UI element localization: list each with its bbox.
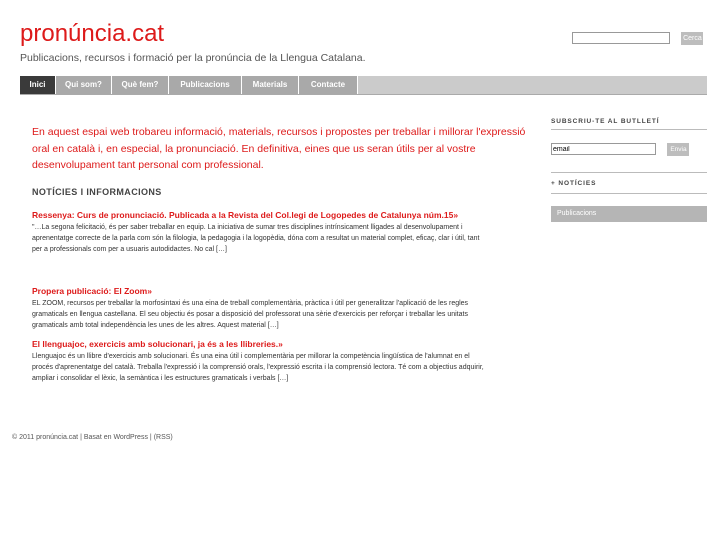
site-description: Publicacions, recursos i formació per la pronúncia de la Llengua Catalana. — [20, 52, 366, 64]
news-post — [32, 210, 490, 255]
post-title — [32, 286, 490, 297]
post-excerpt: Llenguajoc és un llibre d'exercicis amb solucionari. És una eina útil i complementària per millorar la competència lingüística de l'alumnat en el procés d'aprenentatge del català. Treballa l'expressió i la comprensió orals, l'expressió escrita i la comprensió lectora. Té com a objectius adquirir, ampliar i consolidar el lèxic, la semàntica i les estructures gramaticals i verbals […] — [32, 353, 484, 382]
footer — [12, 434, 173, 441]
post-title — [32, 339, 490, 350]
post-excerpt: "…La segona felicitació, és per saber treballar en equip. La iniciativa de sumar tres disciplines intrínsicament lligades al desenvolupament i aprenentatge correcte de la parla com són la filologia, la pedagogia i la logopèdia, dóna com a resultat un material complet, eficaç, clar i útil, tant per a professionals com per a usuaris autodidactes. No cal […] — [32, 224, 480, 253]
search-button[interactable]: Cerca — [681, 32, 703, 45]
nav-item-inici[interactable]: Inici — [20, 76, 56, 94]
main-nav — [20, 76, 707, 95]
post-excerpt: EL ZOOM, recursos per treballar la morfosintaxi és una eina de treball complementària, pràctica i útil per generalitzar l'aplicació de les regles gramaticals en llengua castellana. El seu objectiu és posar a disposició del professorat una sèrie d'exercicis per reforçar i treballar les unitats gramaticals amb total independència les unes de les altres. Aquest material […] — [32, 300, 469, 329]
nav-item-publicacions[interactable]: Publicacions — [169, 76, 242, 94]
nav-item-qui-som[interactable]: Qui som? — [56, 76, 112, 94]
post-title-link[interactable]: Ressenya: Curs de pronunciació. Publicada a la Revista del Col.legi de Logopedes de Catalunya núm.15» — [32, 210, 459, 220]
footer-separator: | — [80, 434, 82, 441]
search-input[interactable] — [572, 32, 670, 44]
footer-rss-link[interactable]: (RSS) — [153, 434, 173, 441]
nav-item-que-fem[interactable]: Què fem? — [112, 76, 169, 94]
intro-text: En aquest espai web trobareu informació, materials, recursos i propostes per treballar i millorar l'expressió oral en català i, en especial, la pronunciació. En definitiva, eines que us seran útils per al vostre desenvolupament tant personal com professional. — [32, 126, 526, 171]
news-post — [32, 286, 490, 331]
post-title — [32, 210, 490, 221]
sidebar-divider — [551, 129, 707, 130]
email-input[interactable] — [551, 143, 656, 155]
newsletter-heading: SUBSCRIU-TE AL BUTLLETÍ — [551, 118, 660, 125]
post-title-link[interactable]: Propera publicació: El Zoom» — [32, 286, 152, 296]
post-title-link[interactable]: El llenguajoc, exercicis amb solucionari, ja és a les llibreries.» — [32, 339, 283, 349]
news-section-heading: NOTÍCIES I INFORMACIONS — [32, 187, 162, 197]
nav-item-materials[interactable]: Materials — [242, 76, 299, 94]
site-title-link[interactable]: pronúncia.cat — [20, 20, 165, 47]
footer-wordpress-link[interactable]: Basat en WordPress — [83, 434, 148, 441]
sidebar-divider — [551, 172, 707, 173]
footer-copyright: © 2011 pronúncia.cat — [12, 434, 79, 441]
sidebar-publications-link[interactable]: Publicacions — [551, 206, 707, 222]
sidebar-divider — [551, 193, 707, 194]
newsletter-send-button[interactable]: Envia — [667, 143, 689, 156]
footer-separator: | — [149, 434, 152, 441]
nav-item-contacte[interactable]: Contacte — [299, 76, 358, 94]
search-form — [572, 32, 703, 50]
news-post — [32, 339, 490, 384]
news-heading-link[interactable]: + NOTÍCIES — [551, 180, 597, 187]
newsletter-form — [551, 143, 689, 161]
